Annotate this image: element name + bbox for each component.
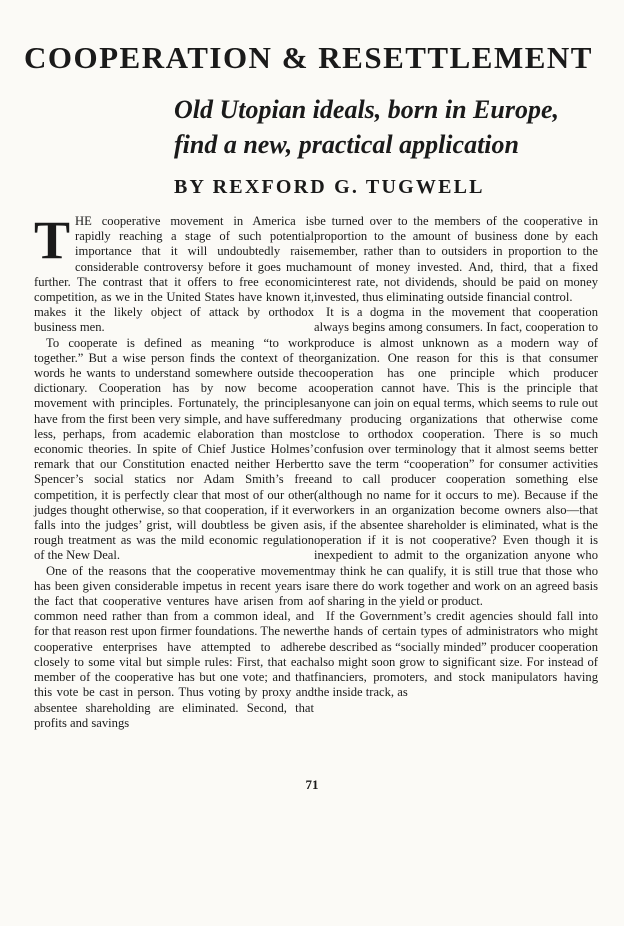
page-number: 71 xyxy=(305,777,319,792)
paragraph-3: One of the reasons that the cooperative movement has been given considerable impetus in recent years is the fact that cooperative ventures have arisen from a common need rather than from a common ideal, and for that reason rest upon firmer foundations. The newer cooperative enterprises have attempted to adhere closely to some vital but simple rules: First, that each member of the cooperative has but one vote; and that this vote be cast in person. Thus voting by proxy and absentee shareholding are eliminated. Second, that profits and savings xyxy=(34,563,314,730)
paragraph-1 xyxy=(34,210,314,336)
paragraph-4: be turned over to the members of the cooperative in proportion to the amount of business done by each member, rather than to outsiders in proportion to the amount of money invested. And, third, that a fixed interest rate, not dividends, should be paid on money invested, thus eliminating outside financial control. xyxy=(314,214,598,305)
column-left xyxy=(34,210,314,731)
article-title: COOPERATION & RESETTLEMENT xyxy=(24,40,593,75)
paragraph-6: If the Government’s credit agencies should fall into the hands of certain types of administrators who might be described as “socially minded” producer cooperation also might soon grow to significant size. For instead of financiers, promoters, and stock manipulators having the inside track, as xyxy=(314,609,598,700)
drop-cap: T xyxy=(34,210,71,270)
paragraph-5: It is a dogma in the movement that cooperation always begins among consumers. In fact, cooperation to produce is almost unknown as a modern way of organization. One reason for this is that consumer cooperation has one principle which producer cooperation cannot have. This is the principle that anyone can join on equal terms, which seems to rule out many producing organizations that otherwise come close to orthodox cooperation. There is so much confusion over terminology that it almost seems better to save the term “cooperation” for consumer activities and to call producer cooperation something else (although no name for it occurs to me). Because if the workers in an organization become owners also—that is, if the absentee shareholder is eliminated, what is the operation if it is not cooperative? Even though it is inexpedient to admit to the organization anyone who may think he can qualify, it is still true that those who are there do work together and work on an agreed basis of sharing in the yield or product. xyxy=(314,305,598,609)
subtitle-line-2: find a new, practical application xyxy=(174,130,519,159)
paragraph-2: To cooperate is defined as meaning “to work together.” But a wise person finds the context of the words he wants to understand somewhere outside the dictionary. Cooperation has by now become a movement with principles. Fortunately, the principles have from the first been very simple, and have suffered less, perhaps, from academic elaboration than most economic theories. In spite of Chief Justice Holmes’ remark that our Constitution enacted neither Herbert Spencer’s social statics nor Adam Smith’s free competition, it is perfectly clear that most of our other judges thought otherwise, so that cooperation, if it ever falls into the judges’ grist, will doubtless be given as rough treatment as was the mild economic regulation of the New Deal. xyxy=(34,335,314,563)
byline: BY REXFORD G. TUGWELL xyxy=(174,176,485,198)
column-right xyxy=(314,214,598,701)
subtitle-line-1: Old Utopian ideals, born in Europe, xyxy=(174,95,560,124)
paragraph-1-text: HE cooperative movement in America is rapidly reaching a stage of such potential importance that it will undoubtedly raise considerable controversy before it goes much further. The contrast that it offers to free economic competition, as we in the United States have known it, makes it the likely object of attack by orthodox business men. xyxy=(34,214,314,335)
